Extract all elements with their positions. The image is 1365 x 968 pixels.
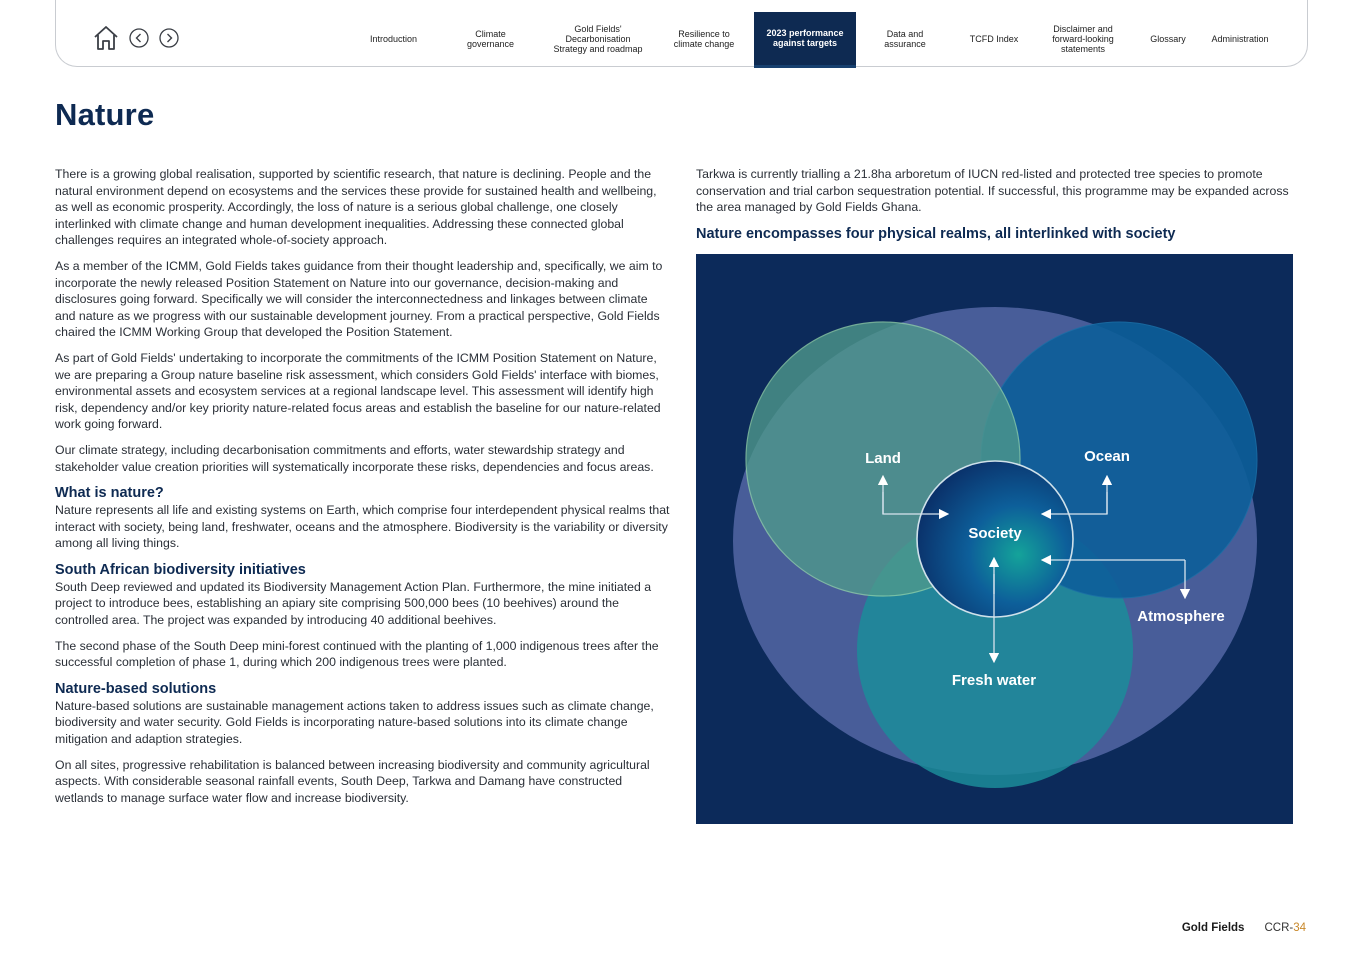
- nav-item-glossary[interactable]: Glossary: [1150, 34, 1186, 44]
- label-atmosphere: Atmosphere: [1137, 608, 1225, 625]
- nav-item-climate-governance[interactable]: Climate governance: [466, 29, 515, 49]
- nav-item-decarbonisation-strategy[interactable]: Gold Fields' Decarbonisation Strategy and roadmap: [553, 24, 643, 54]
- label-society: Society: [968, 525, 1022, 542]
- home-icon[interactable]: [92, 24, 120, 52]
- footer-page-prefix: CCR-: [1264, 922, 1294, 934]
- footer-page-number: 34: [1293, 922, 1306, 934]
- paragraph-intro: There is a growing global realisation, supported by scientific research, that nature is declining. People and the natural environment depend on ecosystems and the services these provide for sustained health and wellbeing, as well as economic prosperity. Accordingly, the loss of nature is a serious global challenge, one closely interlinked with climate change and human development inequalities. Addressing these connected global challenges requires an integrated whole-of-society approach.: [55, 167, 657, 248]
- paragraph-mini-forest: The second phase of the South Deep mini-forest continued with the planting of 1,000 indigenous trees after the successful completion of phase 1, during which 200 indigenous trees were planted.: [55, 638, 659, 670]
- diagram-title: Nature encompasses four physical realms, all interlinked with society: [696, 225, 1176, 242]
- paragraph-icmm: As a member of the ICMM, Gold Fields takes guidance from their thought leadership and, specifically, we aim to incorporate the newly released Position Statement on Nature into our governance, decision-making and disclosures going forward. Specifically we will consider the interconnectedness and linkages between climate and nature as we progress with our sustainable development journey. From a practical perspective, Gold Fields chaired the ICMM Working Group that developed the Position Statement.: [55, 258, 663, 340]
- label-fresh-water: Fresh water: [951, 672, 1037, 689]
- page-footer: [1182, 922, 1306, 934]
- chevron-right-icon[interactable]: [158, 27, 180, 49]
- nav-item-resilience[interactable]: Resilience to climate change: [673, 29, 735, 49]
- heading-what-is-nature: What is nature?: [55, 485, 164, 502]
- paragraph-climate-strategy: Our climate strategy, including decarbonisation commitments and efforts, water stewardship strategy and stakeholder value creation priorities will systematically incorporate these risks, dependencies and focus areas.: [55, 442, 654, 474]
- right-column: [696, 166, 1296, 251]
- nature-realms-svg: [696, 254, 1293, 824]
- page-title: Nature: [55, 97, 155, 132]
- left-column: [55, 166, 670, 815]
- label-land: Land: [865, 450, 901, 467]
- heading-nature-based-solutions: Nature-based solutions: [55, 680, 217, 697]
- paragraph-south-deep-bees: South Deep reviewed and updated its Biodiversity Management Action Plan. Furthermore, the mine initiated a project to introduce bees, establishing an apiary site comprising 500,000 bees (10 beehives) around the controlled area. The project was expanded by introducing 40 additional beehives.: [55, 579, 652, 628]
- chevron-left-icon[interactable]: [128, 27, 150, 49]
- nav-item-administration[interactable]: Administration: [1211, 34, 1269, 44]
- heading-south-african-biodiversity: South African biodiversity initiatives: [55, 561, 306, 578]
- nav-item-introduction[interactable]: Introduction: [369, 34, 418, 44]
- paragraph-what-is-nature: Nature represents all life and existing systems on Earth, which comprise four interdependent physical realms that interact with society, being land, freshwater, oceans and the atmosphere. Biodiversity is the variability or diversity among all living things.: [55, 503, 670, 551]
- nav-item-2023-performance[interactable]: 2023 performance against targets: [754, 12, 856, 68]
- paragraph-tarkwa-arboretum: Tarkwa is currently trialling a 21.8ha arboretum of IUCN red-listed and protected tree species to promote conservation and trial carbon sequestration potential. If successful, this programme may be expanded across the area managed by Gold Fields Ghana.: [696, 167, 1289, 215]
- label-ocean: Ocean: [1084, 448, 1130, 465]
- nav-item-data-assurance[interactable]: Data and assurance: [884, 29, 926, 49]
- nature-realms-diagram: [696, 254, 1293, 824]
- paragraph-rehabilitation: On all sites, progressive rehabilitation is balanced between increasing biodiversity and community agricultural aspects. With considerable seasonal rainfall events, South Deep, Tarkwa and Damang have constructed wetlands to manage surface water flow and increase biodiversity.: [55, 757, 650, 805]
- nav-item-disclaimer[interactable]: Disclaimer and forward-looking statements: [1052, 24, 1114, 54]
- nav-item-tcfd-index[interactable]: TCFD Index: [969, 34, 1019, 44]
- nav-icon-group: [92, 24, 180, 52]
- footer-brand: Gold Fields: [1181, 922, 1245, 934]
- paragraph-nbs-definition: Nature-based solutions are sustainable management actions taken to address issues such as climate change, biodiversity and water security. Gold Fields is incorporating nature-based solutions into its climate change mitigation and adaption strategies.: [55, 698, 654, 747]
- top-navigation-bar: [55, 0, 1308, 67]
- paragraph-baseline-assessment: As part of Gold Fields' undertaking to incorporate the commitments of the ICMM Position Statement on Nature, we are preparing a Group nature baseline risk assessment, which considers Gold Fields' interface with biomes, environmental assets and ecosystem services at a regional landscape level. This assessment will identify high risk, dependency and/or key priority nature-related focus areas and establish the baseline for our nature-related work going forward.: [55, 350, 661, 432]
